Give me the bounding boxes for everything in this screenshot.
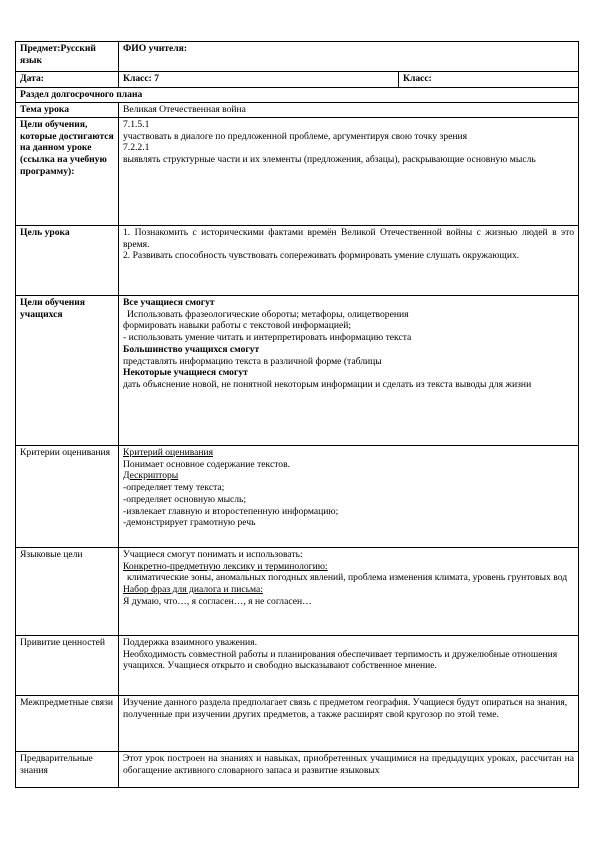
cross-label: Межпредметные связи — [16, 696, 119, 752]
topic-row — [16, 103, 579, 118]
some-students-line-1: дать объяснение новой, не понятной некоторым информации и сделать из текста выводы для жизни — [123, 378, 532, 390]
lesson-goal-item-2: 2. Развивать способность чувствовать сопереживать формировать умение слушать окружающих. — [123, 250, 520, 262]
language-line-2: климатические зоны, аномальных погодных явлений, проблема изменения климата, уровень грунтовых вод — [127, 572, 568, 584]
objective-code-1: 7.1.5.1 — [123, 119, 150, 130]
descriptor-1: -определяет тему текста; — [123, 482, 225, 494]
objectives-content — [119, 118, 579, 226]
lesson-goal-content — [119, 226, 579, 296]
all-students-heading: Все учащиеся смогут — [123, 297, 215, 308]
descriptor-2: -определяет основную мысль; — [123, 493, 247, 505]
criteria-line-1: Понимает основное содержание текстов. — [123, 458, 291, 470]
prior-content: Этот урок построен на знаниях и навыках, приобретенных учащимися на предыдущих уроках, рассчитан на обогащение активного словарного запаса и развитие языковых — [119, 752, 579, 788]
values-label: Привитие ценностей — [16, 636, 119, 696]
values-line-2: Необходимость совместной работы и планирования обеспечивает терпимость и дружелюбные отношения учащихся. Учащиеся открыто и свободно высказывают собственное мнение. — [123, 648, 558, 672]
header-row — [16, 42, 579, 72]
date-cell: Дата: — [16, 72, 119, 88]
objective-code-2: 7.2.2.1 — [123, 142, 150, 154]
cross-curricular-row — [16, 696, 579, 752]
date-row — [16, 72, 579, 88]
prior-knowledge-row — [16, 752, 579, 788]
teacher-cell: ФИО учителя: — [119, 42, 579, 72]
student-goals-label: Цели обучения учащихся — [16, 296, 119, 446]
criteria-content — [119, 446, 579, 548]
objective-text-2: выявлять структурные части и их элементы (предложения, абзацы), раскрывающие основную мысль — [123, 154, 536, 166]
lesson-goal-label: Цель урока — [16, 226, 119, 296]
section-row — [16, 88, 579, 103]
topic-label: Тема урока — [16, 103, 119, 118]
lesson-plan-table — [15, 41, 579, 788]
vocabulary-heading: Конкретно-предметную лексику и терминологию: — [123, 560, 328, 572]
student-goals-content — [119, 296, 579, 446]
descriptors-heading: Дескрипторы — [123, 470, 179, 482]
values-content — [119, 636, 579, 696]
phrases-heading: Набор фраз для диалога и письма: — [123, 584, 263, 596]
descriptor-4: -демонстрирует грамотную речь — [123, 517, 256, 529]
language-line-1: Учащиеся смогут понимать и использовать: — [123, 549, 303, 560]
most-students-line-1: представлять информацию текста в различной форме (таблицы — [123, 355, 382, 367]
cross-content: Изучение данного раздела предполагает связь с предметом география. Учащиеся будут опираться на знания, полученные при изучении других предметов, а также расширят свой кругозор по этой теме. — [119, 696, 579, 752]
language-goals-content — [119, 548, 579, 636]
criteria-label: Критерии оценивания — [16, 446, 119, 548]
objective-text-1: участвовать в диалоге по предложенной проблеме, аргументируя свою точку зрения — [123, 130, 468, 142]
grade-cell: Класс: 7 — [119, 72, 399, 88]
all-students-line-2: формировать навыки работы с текстовой информацией; — [123, 320, 352, 332]
descriptor-3: -извлекает главную и второстепенную информацию; — [123, 505, 339, 517]
student-goals-row — [16, 296, 579, 446]
criteria-heading: Критерий оценивания — [123, 447, 214, 458]
lesson-goal-item-1: 1. Познакомить с историческими фактами времён Великой Отечественной войны с жизнью людей в это время. — [123, 227, 575, 250]
all-students-line-3: - использовать умение читать и интерпретировать информацию текста — [123, 332, 412, 344]
objectives-row — [16, 118, 579, 226]
subject-cell: Предмет:Русский язык — [16, 42, 119, 72]
section-cell: Раздел долгосрочного плана — [16, 88, 579, 103]
values-line-1: Поддержка взаимного уважения. — [123, 637, 257, 648]
values-row — [16, 636, 579, 696]
lesson-goal-row — [16, 226, 579, 296]
most-students-heading: Большинство учащихся смогут — [123, 343, 260, 355]
criteria-row — [16, 446, 579, 548]
objectives-label: Цели обучения, которые достигаются на данном уроке (ссылка на учебную программу): — [16, 118, 119, 226]
topic-value: Великая Отечественная война — [119, 103, 579, 118]
grade2-cell: Класс: — [399, 72, 579, 88]
language-goals-row — [16, 548, 579, 636]
language-line-3: Я думаю, что…, я согласен…, я не согласен… — [123, 595, 312, 607]
language-goals-label: Языковые цели — [16, 548, 119, 636]
some-students-heading: Некоторые учащиеся смогут — [123, 367, 248, 379]
all-students-line-1: Использовать фразеологические обороты; метафоры, олицетворения — [127, 308, 409, 320]
prior-label: Предварительные знания — [16, 752, 119, 788]
